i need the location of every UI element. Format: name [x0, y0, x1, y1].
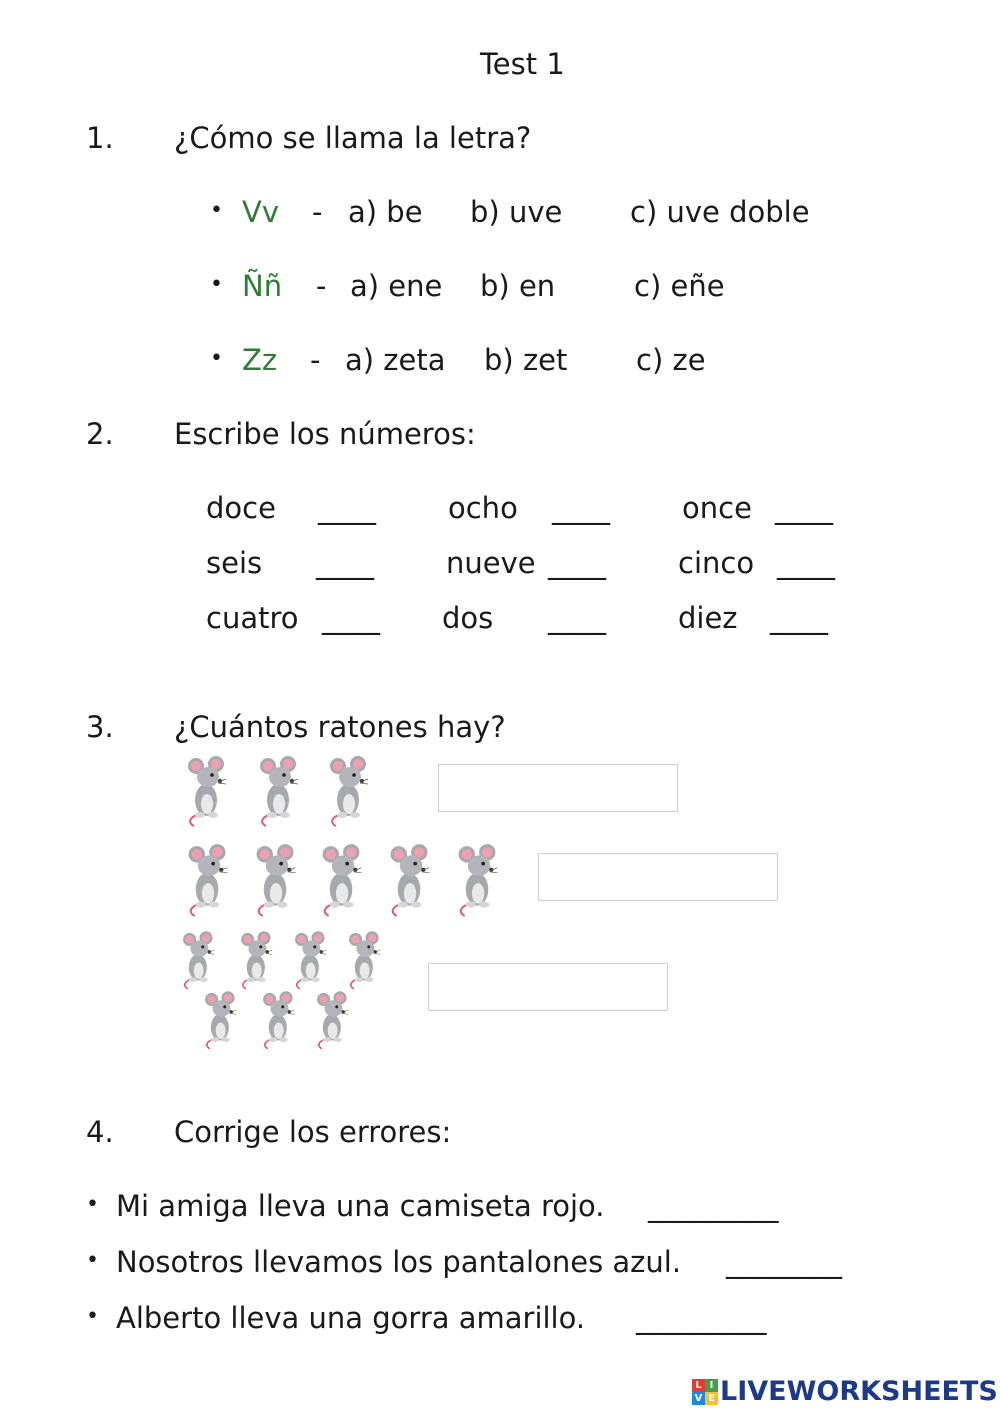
answer-blank[interactable]: ____	[316, 546, 374, 580]
number-word: doce	[206, 491, 276, 525]
q1-number: 1.	[86, 121, 114, 155]
logo-mark-letter: V	[692, 1392, 705, 1405]
sentence-text: Nosotros llevamos los pantalones azul.	[116, 1245, 682, 1279]
mouse-icon	[198, 988, 240, 1052]
number-word: dos	[442, 601, 494, 635]
mouse-icon	[248, 840, 300, 920]
option-a[interactable]: a) be	[348, 195, 423, 229]
bullet: •	[86, 1248, 99, 1273]
option-b[interactable]: b) uve	[470, 195, 563, 229]
answer-blank[interactable]: ____	[777, 546, 835, 580]
option-c[interactable]: c) ze	[636, 343, 706, 377]
answer-blank[interactable]: ____	[775, 491, 833, 525]
number-word: seis	[206, 546, 263, 580]
option-a[interactable]: a) zeta	[345, 343, 446, 377]
correction-blank[interactable]: _________	[636, 1301, 767, 1335]
answer-input[interactable]	[538, 853, 778, 901]
bullet: •	[210, 346, 223, 371]
bullet: •	[210, 198, 223, 223]
q1-letter: Ññ	[242, 269, 283, 303]
mouse-icon	[176, 928, 218, 992]
q1-prompt: ¿Cómo se llama la letra?	[174, 121, 532, 155]
page-title: Test 1	[480, 47, 565, 81]
mouse-icon	[382, 840, 434, 920]
option-b[interactable]: b) en	[480, 269, 556, 303]
q4-number: 4.	[86, 1115, 114, 1149]
bullet: •	[210, 272, 223, 297]
number-word: cuatro	[206, 601, 299, 635]
answer-blank[interactable]: ____	[318, 491, 376, 525]
answer-blank[interactable]: ____	[770, 601, 828, 635]
mouse-icon	[310, 988, 352, 1052]
answer-blank[interactable]: ____	[552, 491, 610, 525]
sentence-text: Alberto lleva una gorra amarillo.	[116, 1301, 586, 1335]
answer-input[interactable]	[428, 963, 668, 1011]
mouse-icon	[252, 752, 302, 830]
logo-mark-icon	[692, 1379, 718, 1405]
correction-blank[interactable]: _________	[648, 1189, 779, 1223]
logo-mark-letter: I	[705, 1379, 718, 1392]
number-word: ocho	[448, 491, 518, 525]
mouse-icon	[180, 840, 232, 920]
q4-prompt: Corrige los errores:	[174, 1115, 452, 1149]
q1-letter: Zz	[242, 343, 278, 377]
dash: -	[316, 269, 327, 303]
mouse-icon	[342, 928, 384, 992]
bullet: •	[86, 1304, 99, 1329]
mouse-icon	[256, 988, 298, 1052]
logo-text: LIVEWORKSHEETS	[720, 1376, 998, 1407]
q3-prompt: ¿Cuántos ratones hay?	[174, 710, 506, 744]
answer-input[interactable]	[438, 764, 678, 812]
sentence-text: Mi amiga lleva una camiseta rojo.	[116, 1189, 605, 1223]
number-word: cinco	[678, 546, 755, 580]
q1-letter: Vv	[242, 195, 280, 229]
number-word: diez	[678, 601, 738, 635]
q2-number: 2.	[86, 417, 114, 451]
bullet: •	[86, 1192, 99, 1217]
logo-mark-letter: L	[692, 1379, 705, 1392]
correction-blank[interactable]: ________	[726, 1245, 842, 1279]
mouse-icon	[234, 928, 276, 992]
mouse-icon	[450, 840, 502, 920]
dash: -	[310, 343, 321, 377]
option-a[interactable]: a) ene	[350, 269, 443, 303]
mouse-icon	[314, 840, 366, 920]
answer-blank[interactable]: ____	[322, 601, 380, 635]
logo-mark-letter: E	[705, 1392, 718, 1405]
mouse-icon	[288, 928, 330, 992]
mouse-icon	[322, 752, 372, 830]
liveworksheets-logo	[692, 1376, 998, 1407]
number-word: once	[682, 491, 752, 525]
option-c[interactable]: c) eñe	[634, 269, 725, 303]
answer-blank[interactable]: ____	[548, 601, 606, 635]
number-word: nueve	[446, 546, 536, 580]
q2-prompt: Escribe los números:	[174, 417, 476, 451]
mouse-icon	[180, 752, 230, 830]
option-b[interactable]: b) zet	[484, 343, 568, 377]
q3-number: 3.	[86, 710, 114, 744]
answer-blank[interactable]: ____	[548, 546, 606, 580]
option-c[interactable]: c) uve doble	[630, 195, 810, 229]
dash: -	[312, 195, 323, 229]
